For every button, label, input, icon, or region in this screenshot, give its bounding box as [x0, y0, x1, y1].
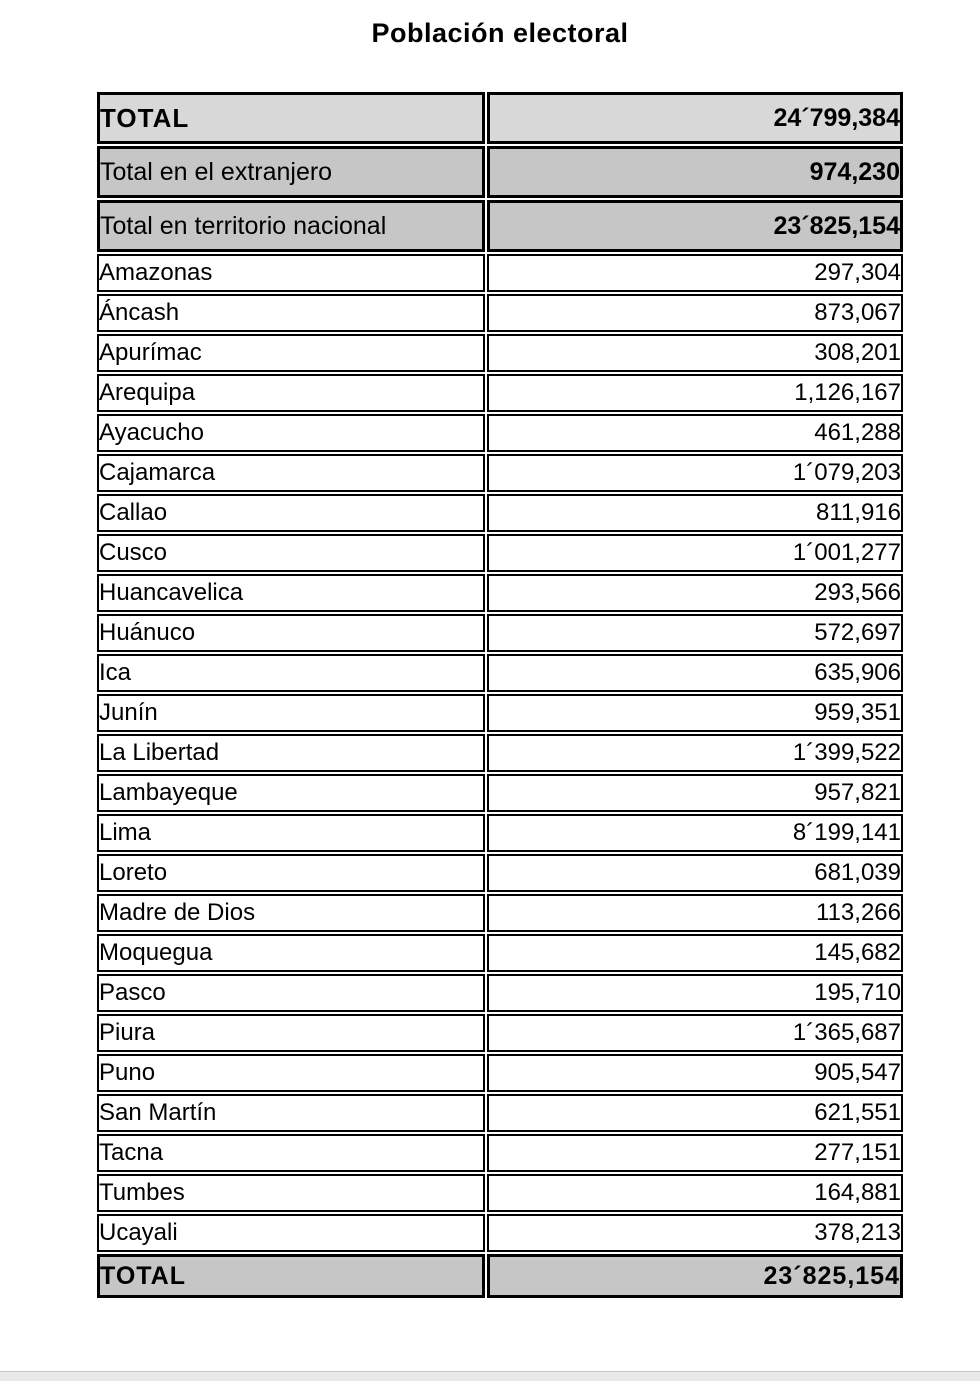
- row-value: 959,351: [487, 694, 903, 732]
- table-row: [97, 254, 903, 292]
- row-label: Ica: [97, 654, 485, 692]
- table-row-total-extranjero: [97, 146, 903, 198]
- table-row: [97, 734, 903, 772]
- row-label: Tumbes: [97, 1174, 485, 1212]
- table-row: [97, 454, 903, 492]
- row-value: 635,906: [487, 654, 903, 692]
- table-row-grand-total: [97, 1254, 903, 1298]
- row-label: La Libertad: [97, 734, 485, 772]
- row-label: Lima: [97, 814, 485, 852]
- row-value: 23´825,154: [487, 1254, 903, 1298]
- row-label: Ucayali: [97, 1214, 485, 1252]
- row-value: 195,710: [487, 974, 903, 1012]
- row-label: Puno: [97, 1054, 485, 1092]
- table-row: [97, 374, 903, 412]
- table-row: [97, 1134, 903, 1172]
- row-value: 572,697: [487, 614, 903, 652]
- table-row: [97, 614, 903, 652]
- table-row: [97, 894, 903, 932]
- row-value: 621,551: [487, 1094, 903, 1132]
- table-row-total-nacional: [97, 200, 903, 252]
- row-value: 1´365,687: [487, 1014, 903, 1052]
- table-row: [97, 934, 903, 972]
- row-value: 24´799,384: [487, 92, 903, 144]
- row-label: Lambayeque: [97, 774, 485, 812]
- row-value: 293,566: [487, 574, 903, 612]
- row-label: Callao: [97, 494, 485, 532]
- table-row: [97, 534, 903, 572]
- row-value: 23´825,154: [487, 200, 903, 252]
- row-value: 1´001,277: [487, 534, 903, 572]
- row-label: Cusco: [97, 534, 485, 572]
- table-row: [97, 574, 903, 612]
- row-value: 297,304: [487, 254, 903, 292]
- row-label: San Martín: [97, 1094, 485, 1132]
- row-label: Pasco: [97, 974, 485, 1012]
- row-value: 1´399,522: [487, 734, 903, 772]
- table-row: [97, 1214, 903, 1252]
- table-row: [97, 694, 903, 732]
- table-row: [97, 774, 903, 812]
- row-value: 461,288: [487, 414, 903, 452]
- row-label: Amazonas: [97, 254, 485, 292]
- row-value: 8´199,141: [487, 814, 903, 852]
- page-title: Población electoral: [371, 18, 629, 48]
- table-row-total: [97, 92, 903, 144]
- row-value: 1´079,203: [487, 454, 903, 492]
- row-label: Ayacucho: [97, 414, 485, 452]
- table-row: [97, 334, 903, 372]
- row-label: Huancavelica: [97, 574, 485, 612]
- table-row: [97, 654, 903, 692]
- table-row: [97, 814, 903, 852]
- row-value: 378,213: [487, 1214, 903, 1252]
- row-value: 681,039: [487, 854, 903, 892]
- row-label: Total en el extranjero: [97, 146, 485, 198]
- row-label: Piura: [97, 1014, 485, 1052]
- row-label: Madre de Dios: [97, 894, 485, 932]
- row-label: Huánuco: [97, 614, 485, 652]
- bottom-edge-strip: [0, 1371, 980, 1381]
- row-label: Junín: [97, 694, 485, 732]
- table-row: [97, 1014, 903, 1052]
- row-label: Arequipa: [97, 374, 485, 412]
- table-row: [97, 1054, 903, 1092]
- row-label: Cajamarca: [97, 454, 485, 492]
- row-value: 811,916: [487, 494, 903, 532]
- table-row: [97, 1094, 903, 1132]
- table-row: [97, 854, 903, 892]
- row-value: 1,126,167: [487, 374, 903, 412]
- row-label: TOTAL: [97, 92, 485, 144]
- table-row: [97, 1174, 903, 1212]
- row-value: 145,682: [487, 934, 903, 972]
- row-value: 164,881: [487, 1174, 903, 1212]
- row-value: 957,821: [487, 774, 903, 812]
- table-row: [97, 414, 903, 452]
- row-value: 277,151: [487, 1134, 903, 1172]
- row-value: 974,230: [487, 146, 903, 198]
- row-label: Loreto: [97, 854, 485, 892]
- row-value: 113,266: [487, 894, 903, 932]
- row-label: Apurímac: [97, 334, 485, 372]
- table-row: [97, 294, 903, 332]
- electoral-population-table: [95, 90, 905, 1300]
- row-label: Total en territorio nacional: [97, 200, 485, 252]
- table-row: [97, 974, 903, 1012]
- row-value: 873,067: [487, 294, 903, 332]
- row-label: TOTAL: [97, 1254, 485, 1298]
- row-label: Moquegua: [97, 934, 485, 972]
- row-label: Tacna: [97, 1134, 485, 1172]
- row-value: 308,201: [487, 334, 903, 372]
- table-row: [97, 494, 903, 532]
- row-label: Áncash: [97, 294, 485, 332]
- row-value: 905,547: [487, 1054, 903, 1092]
